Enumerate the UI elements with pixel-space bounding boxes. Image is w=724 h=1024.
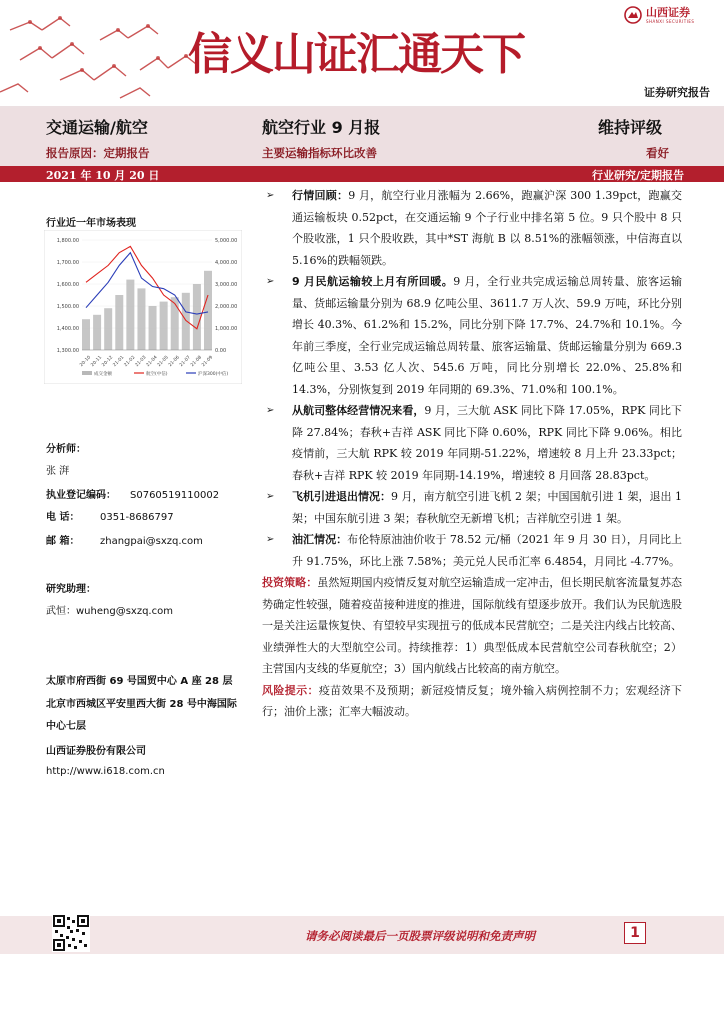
x-tick-label: 21-07 — [179, 355, 192, 369]
x-tick-label: 21-05 — [156, 355, 170, 369]
bullet-fleet — [262, 486, 682, 529]
volume-bar — [104, 308, 112, 350]
x-tick-label: 20-12 — [101, 355, 115, 369]
report-type: 证券研究报告 — [644, 86, 710, 99]
analyst-name: 张 湃 — [46, 466, 70, 477]
qr-code-icon — [52, 914, 90, 952]
address-beijing: 北京市西城区平安里西大街 28 号中海国际中心七层 — [46, 699, 237, 732]
analyst-heading: 分析师： — [46, 444, 86, 455]
x-tick-label: 21-04 — [145, 355, 159, 369]
bullet-text: 9 月，三大航 ASK 同比下降 17.05%，RPK 同比下降 27.84%；春秋+吉祥 ASK 同比下降 0.60%，RPK 同比下降 9.06%。相比疫情前，三大航 RPK 较 2019 年同期-51.22%，增速较 8 月上升 23.33pct；春秋+吉祥 RPK 较 2019 年同期-14.19%，增速较 8 月回落 28.83pct。 — [292, 404, 682, 482]
legend-label: 成交金额 — [94, 372, 112, 377]
y-right-tick-label: 2,000.00 — [215, 304, 238, 310]
volume-bar — [182, 293, 190, 350]
report-header — [0, 108, 724, 166]
bullet-heading: 油汇情况： — [292, 533, 348, 546]
assistant-contact: 武恒：wuheng@sxzq.com — [46, 606, 173, 617]
assistant-heading: 研究助理： — [46, 584, 96, 595]
report-date: 2021 年 10 月 20 日 — [46, 169, 160, 182]
risk-heading: 风险提示： — [262, 683, 319, 697]
risk-warning — [262, 680, 682, 723]
arrow-bullet-icon: ➢ — [266, 276, 275, 287]
x-tick-label: 21-01 — [112, 355, 126, 369]
page-number: 1 — [624, 922, 646, 944]
y-right-tick-label: 0.00 — [215, 348, 227, 354]
y-right-tick-label: 1,000.00 — [215, 326, 238, 332]
company-name: 山西证券股份有限公司 — [46, 746, 146, 757]
legend-label: 航空(中信) — [146, 372, 168, 377]
sector-title: 交通运输/航空 — [46, 118, 148, 137]
bullet-text: 9 月，全行业共完成运输总周转量、旅客运输量、货邮运输量分别为 68.9 亿吨公里、3611.7 万人次、59.9 万吨，环比分别增长 40.3%、61.2%和 15.2%，同比分别下降 17.7%、24.7%和 10.1%。今年前三季度，全行业完成运输总周转量、旅客运输量、货邮运输量分别为 669.3 亿吨公里、3.53 亿人次、545.6 万吨，同比分别增长 22.0%、25.8%和 14.3%，分别恢复到 2019 年同期的 69.3%、71.0%和 100.1%。 — [292, 275, 682, 396]
volume-bar — [126, 280, 134, 350]
arrow-bullet-icon: ➢ — [266, 405, 275, 416]
bullet-heading: 9 月民航运输较上月有所回暖。 — [292, 275, 454, 288]
banner-slogan: 信义山证汇通天下 — [188, 29, 524, 80]
cert-label: 执业登记编码： — [46, 490, 116, 501]
strategy-heading: 投资策略： — [262, 576, 318, 589]
volume-bar — [204, 271, 212, 350]
volume-bar — [160, 302, 168, 350]
disclaimer-note: 请务必阅读最后一页股票评级说明和免责声明 — [305, 929, 535, 943]
y-left-tick-label: 1,500.00 — [56, 304, 79, 310]
report-reason: 报告原因：定期报告 — [46, 146, 150, 160]
volume-bar — [193, 284, 201, 350]
volume-bar — [137, 288, 145, 350]
address-taiyuan: 太原市府西街 69 号国贸中心 A 座 28 层 — [46, 676, 233, 687]
x-tick-label: 21-08 — [190, 355, 203, 369]
risk-text: 疫苗效果不及预期；新冠疫情反复；境外输入病例控制不力；宏观经济下行；油价上涨；汇率大幅波动。 — [262, 683, 683, 718]
y-left-tick-label: 1,300.00 — [56, 348, 79, 354]
strategy-text: 虽然短期国内疫情反复对航空运输造成一定冲击，但长期民航客流量复苏态势确定性较强，随着疫苗接种进度的推进，国际航线有望逐步放开。我们认为民航选股一是关注运量恢复快、有望较早实现扭亏的低成本民营航空；二是关注内线占比较高、业绩弹性大的大型航空公司。持续推荐：1）典型低成本民营航空公司春秋航空；2）主营国内支线的华夏航空；3）国内航线占比较高的南方航空。 — [262, 576, 683, 675]
bullet-text: 9 月，航空行业月涨幅为 2.66%，跑赢沪深 300 1.39pct，跑赢交通运输板块 0.52pct，在交通运输 9 个子行业中排名第 5 位。9 只个股中 8 只个股收涨，1 只个股收跌，其中*ST 海航 B 以 8.51%的涨幅领涨，中信海直以 5.16%的跌幅领跌。 — [292, 189, 682, 267]
x-tick-label: 20-11 — [90, 355, 104, 369]
arrow-bullet-icon: ➢ — [266, 190, 275, 201]
report-subtitle: 主要运输指标环比改善 — [262, 146, 377, 160]
bullet-market-review — [262, 185, 682, 271]
logo-name: 山西证券 — [646, 5, 690, 19]
bullet-oil-fx — [262, 529, 682, 572]
x-tick-label: 21-02 — [123, 355, 137, 369]
report-body — [262, 182, 682, 723]
x-tick-label: 21-03 — [134, 355, 148, 369]
x-tick-label: 21-06 — [167, 355, 181, 369]
bullet-text: 布伦特原油油价收于 78.52 元/桶（2021 年 9 月 30 日），月同比上升 91.75%，环比上涨 7.58%；美元兑人民币汇率 6.4854，月同比 -4.77%。 — [292, 533, 683, 568]
cert-row — [46, 486, 219, 501]
market-performance-chart — [44, 230, 242, 384]
y-right-tick-label: 3,000.00 — [215, 282, 238, 288]
y-right-tick-label: 4,000.00 — [215, 260, 238, 266]
y-right-tick-label: 5,000.00 — [215, 238, 238, 244]
y-left-tick-label: 1,400.00 — [56, 326, 79, 332]
phone-value: 0351-8686797 — [100, 512, 174, 523]
outlook: 看好 — [646, 146, 669, 160]
bullet-text: 9 月，南方航空引进飞机 2 架；中国国航引进 1 架，退出 1 架；中国东航引进 3 架；春秋航空无新增飞机；吉祥航空引进 1 架。 — [292, 490, 682, 525]
report-title: 航空行业 9 月报 — [262, 118, 381, 137]
company-logo — [624, 6, 694, 24]
x-tick-label: 20-10 — [79, 355, 93, 369]
volume-bar — [149, 306, 157, 350]
website-link[interactable]: http://www.i618.com.cn — [46, 766, 165, 777]
volume-bar — [93, 315, 101, 350]
volume-bar — [171, 297, 179, 350]
phone-row — [46, 508, 174, 523]
email-label: 邮 箱： — [46, 536, 80, 547]
investment-strategy — [262, 572, 682, 680]
bullet-heading: 从航司整体经营情况来看， — [292, 404, 425, 417]
report-category: 行业研究/定期报告 — [591, 169, 684, 182]
rating: 维持评级 — [598, 118, 663, 137]
bullet-airlines — [262, 400, 682, 486]
logo-mountain-icon — [624, 6, 642, 24]
x-tick-label: 21-09 — [201, 355, 215, 369]
bullet-traffic — [262, 271, 682, 400]
legend-label: 沪深300(中信) — [198, 372, 229, 377]
legend-swatch — [82, 371, 92, 375]
email-link[interactable]: zhangpai@sxzq.com — [100, 536, 203, 547]
phone-label: 电 话： — [46, 512, 80, 523]
bullet-heading: 行情回顾： — [292, 189, 349, 202]
arrow-bullet-icon: ➢ — [266, 534, 275, 545]
volume-bar — [115, 295, 123, 350]
banner — [0, 0, 724, 108]
cert-value: S0760519110002 — [130, 490, 220, 501]
chart-title: 行业近一年市场表现 — [46, 218, 136, 229]
date-bar — [0, 166, 724, 182]
bullet-heading: 飞机引进退出情况： — [292, 490, 392, 503]
logo-subtitle: SHANXI SECURITIES — [646, 18, 695, 24]
y-left-tick-label: 1,800.00 — [56, 238, 79, 244]
arrow-bullet-icon: ➢ — [266, 491, 275, 502]
email-row — [46, 532, 203, 547]
volume-bar — [82, 319, 90, 350]
y-left-tick-label: 1,700.00 — [56, 260, 79, 266]
y-left-tick-label: 1,600.00 — [56, 282, 79, 288]
